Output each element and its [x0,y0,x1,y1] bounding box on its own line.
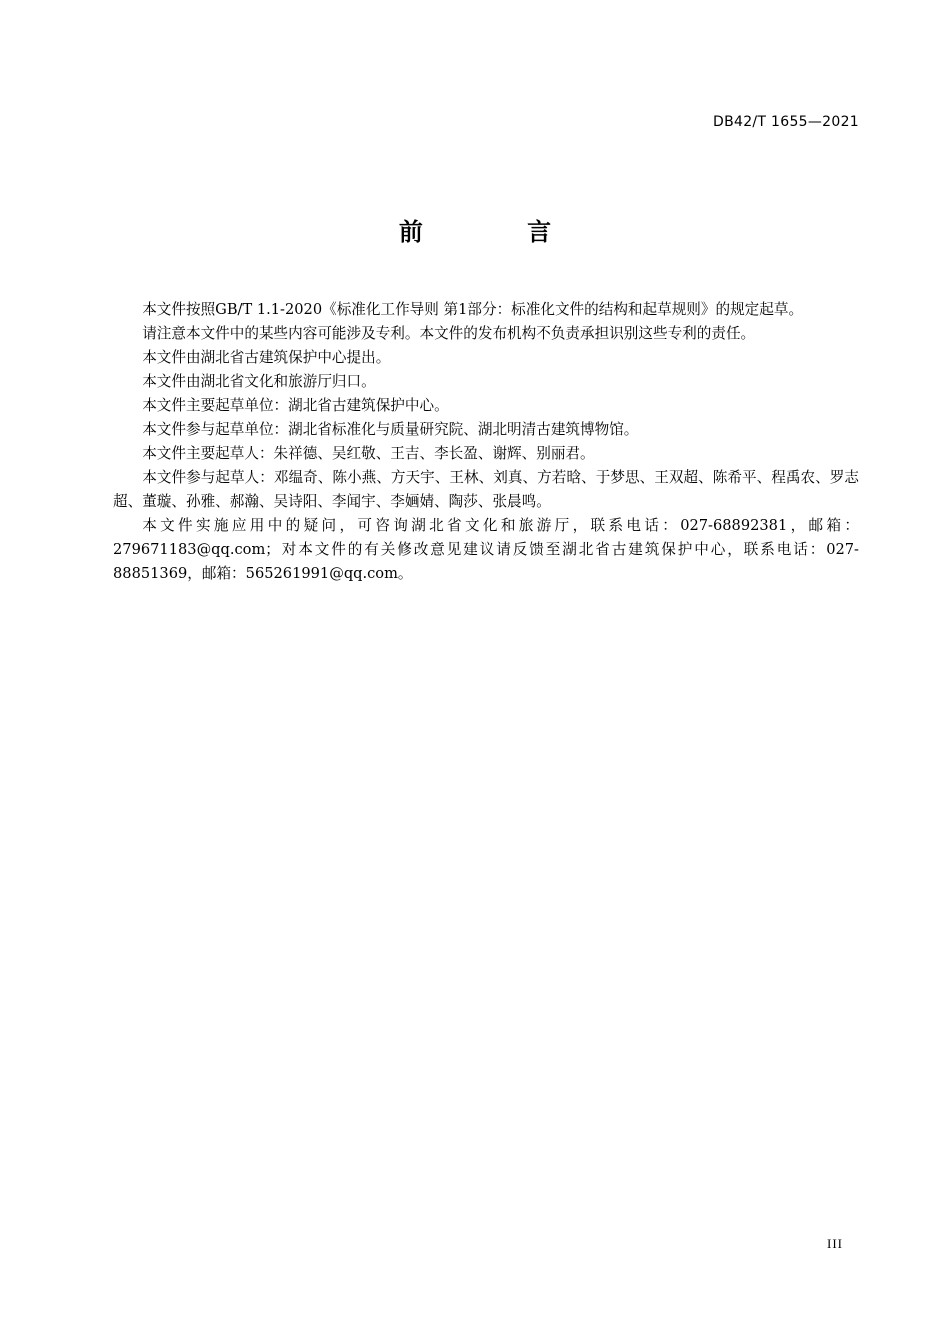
page-number: III [827,1236,843,1251]
paragraph-drafting-rules: 本文件按照GB/T 1.1-2020《标准化工作导则 第1部分：标准化文件的结构和起草规则》的规定起草。 [142,301,804,318]
page-title: 前 言 [398,218,600,246]
paragraph-proposer: 本文件由湖北省古建筑保护中心提出。 [142,349,391,366]
paragraph-main-drafters: 本文件主要起草人：朱祥德、吴红敬、王吉、李长盈、谢辉、别丽君。 [142,445,595,462]
paragraph-participating-drafters: 本文件参与起草人：邓缊奇、陈小燕、方天宇、王林、刘真、方若晗、于梦思、王双超、陈希平、程禹农、罗志超、董璇、孙雅、郝瀚、吴诗阳、李闻宇、李婳婧、陶莎、张晨鸣。 [113,469,859,510]
paragraph-participating-units: 本文件参与起草单位：湖北省标准化与质量研究院、湖北明清古建筑博物馆。 [142,421,639,438]
paragraph-administrator: 本文件由湖北省文化和旅游厅归口。 [142,373,376,390]
standard-number: DB42/T 1655—2021 [713,114,859,130]
paragraph-main-drafting-unit: 本文件主要起草单位：湖北省古建筑保护中心。 [142,397,449,414]
paragraph-patent-notice: 请注意本文件中的某些内容可能涉及专利。本文件的发布机构不负责承担识别这些专利的责任。 [142,325,756,342]
foreword-body [113,298,859,586]
paragraph-contact-info: 本文件实施应用中的疑问，可咨询湖北省文化和旅游厅，联系电话：027-68892381，邮箱：279671183@qq.com；对本文件的有关修改意见建议请反馈至湖北省古建筑保护中心，联系电话：027-88851369，邮箱：565261991@qq.com。 [113,517,859,582]
